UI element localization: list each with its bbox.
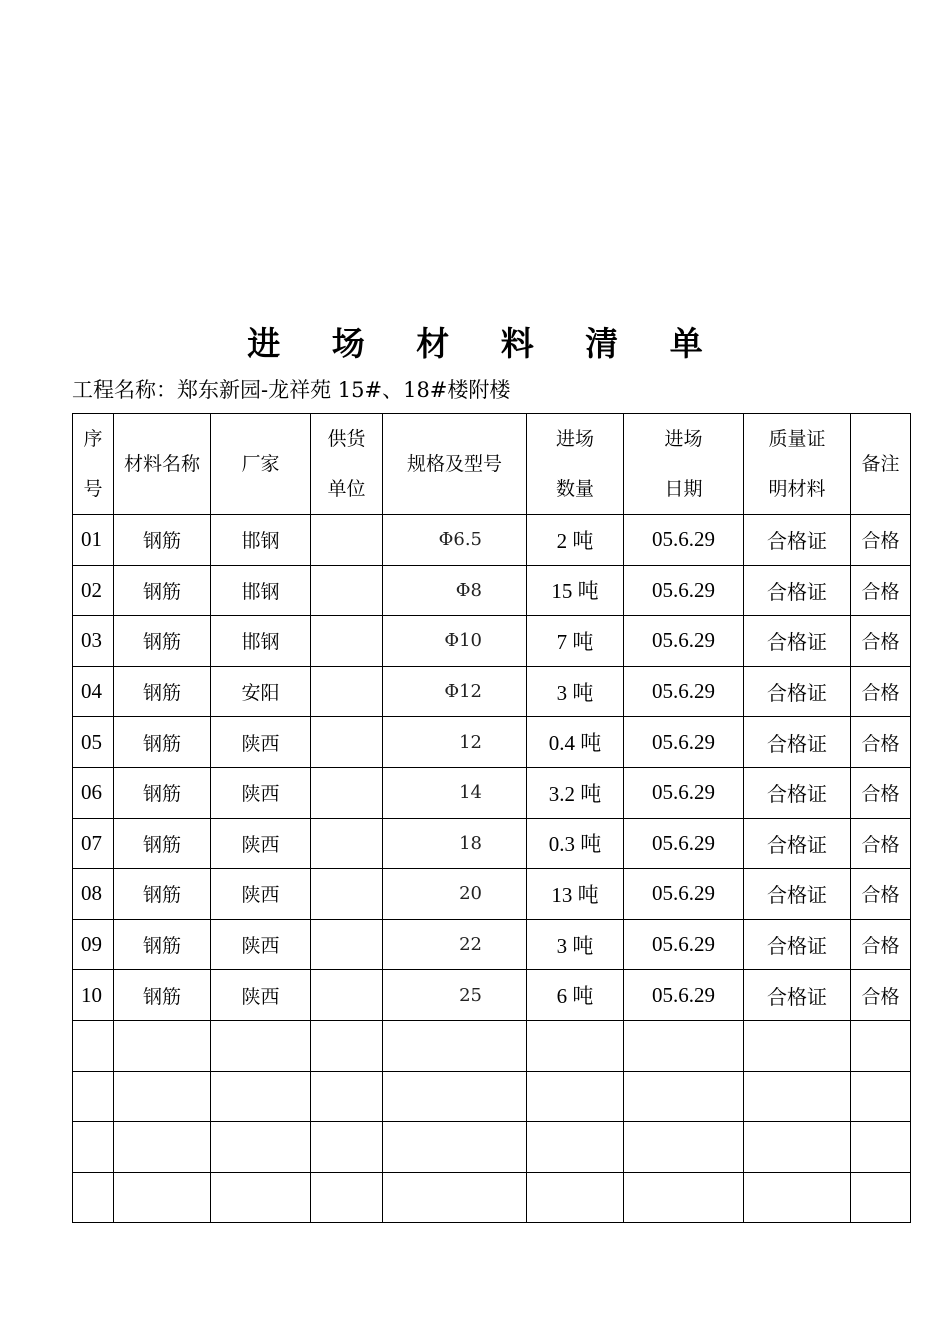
entry-date-cell: 05.6.29 (624, 818, 744, 869)
manufacturer-cell (211, 1071, 311, 1122)
row-number-cell (73, 1172, 114, 1223)
row-number-cell: 05 (73, 717, 114, 768)
quality-cert-cell: 合格证 (744, 515, 851, 566)
row-number-cell (73, 1122, 114, 1173)
quality-cert-cell (744, 1172, 851, 1223)
col-header-no: 序 号 (73, 414, 114, 515)
manufacturer-cell: 邯钢 (211, 616, 311, 667)
table-header-row (73, 414, 911, 515)
row-number-cell: 08 (73, 869, 114, 920)
row-number-cell: 10 (73, 970, 114, 1021)
remark-cell: 合格 (851, 970, 911, 1021)
project-name-line: 工程名称：郑东新园-龙祥苑 15#、18#楼附楼 (72, 378, 511, 402)
quality-cert-cell: 合格证 (744, 919, 851, 970)
quality-cert-cell: 合格证 (744, 717, 851, 768)
entry-date-cell: 05.6.29 (624, 919, 744, 970)
remark-cell: 合格 (851, 818, 911, 869)
material-name-cell: 钢筋 (114, 818, 211, 869)
supplier-cell (311, 869, 383, 920)
quality-cert-cell: 合格证 (744, 767, 851, 818)
quantity-cell (527, 1020, 624, 1071)
table-row (73, 1122, 911, 1173)
table-row (73, 767, 911, 818)
quantity-cell (527, 1122, 624, 1173)
spec-model-cell: 20 (383, 869, 527, 920)
remark-cell: 合格 (851, 565, 911, 616)
spec-model-cell: Φ8 (383, 565, 527, 616)
col-header-spec: 规格及型号 (383, 414, 527, 515)
quantity-cell (527, 1071, 624, 1122)
manufacturer-cell (211, 1122, 311, 1173)
row-number-cell: 06 (73, 767, 114, 818)
quality-cert-cell (744, 1020, 851, 1071)
table-row (73, 1172, 911, 1223)
spec-model-cell (383, 1172, 527, 1223)
material-name-cell: 钢筋 (114, 970, 211, 1021)
manufacturer-cell: 陕西 (211, 869, 311, 920)
quantity-cell: 0.3 吨 (527, 818, 624, 869)
col-header-date: 进场 日期 (624, 414, 744, 515)
quality-cert-cell: 合格证 (744, 818, 851, 869)
supplier-cell (311, 1020, 383, 1071)
col-header-supplier: 供货 单位 (311, 414, 383, 515)
manufacturer-cell: 安阳 (211, 666, 311, 717)
material-name-cell (114, 1172, 211, 1223)
spec-model-cell: Φ10 (383, 616, 527, 667)
manufacturer-cell: 陕西 (211, 717, 311, 768)
entry-date-cell: 05.6.29 (624, 565, 744, 616)
manufacturer-cell (211, 1172, 311, 1223)
col-header-note: 备注 (851, 414, 911, 515)
table-row (73, 1020, 911, 1071)
quality-cert-cell: 合格证 (744, 869, 851, 920)
row-number-cell: 09 (73, 919, 114, 970)
remark-cell (851, 1071, 911, 1122)
manufacturer-cell: 陕西 (211, 818, 311, 869)
material-name-cell (114, 1020, 211, 1071)
quality-cert-cell: 合格证 (744, 616, 851, 667)
material-name-cell: 钢筋 (114, 717, 211, 768)
supplier-cell (311, 1071, 383, 1122)
manufacturer-cell: 邯钢 (211, 565, 311, 616)
spec-model-cell: 22 (383, 919, 527, 970)
quantity-cell: 2 吨 (527, 515, 624, 566)
entry-date-cell: 05.6.29 (624, 666, 744, 717)
quantity-cell: 7 吨 (527, 616, 624, 667)
supplier-cell (311, 818, 383, 869)
remark-cell: 合格 (851, 919, 911, 970)
remark-cell: 合格 (851, 717, 911, 768)
col-header-qty: 进场 数量 (527, 414, 624, 515)
entry-date-cell (624, 1020, 744, 1071)
row-number-cell: 01 (73, 515, 114, 566)
entry-date-cell: 05.6.29 (624, 869, 744, 920)
spec-model-cell: 18 (383, 818, 527, 869)
spec-model-cell (383, 1020, 527, 1071)
table-row (73, 818, 911, 869)
remark-cell: 合格 (851, 666, 911, 717)
spec-model-cell: Φ12 (383, 666, 527, 717)
remark-cell (851, 1122, 911, 1173)
spec-model-cell (383, 1122, 527, 1173)
materials-table (72, 413, 911, 1223)
material-name-cell: 钢筋 (114, 616, 211, 667)
material-name-cell: 钢筋 (114, 666, 211, 717)
manufacturer-cell: 陕西 (211, 767, 311, 818)
table-row (73, 565, 911, 616)
material-name-cell: 钢筋 (114, 869, 211, 920)
material-name-cell (114, 1071, 211, 1122)
entry-date-cell: 05.6.29 (624, 616, 744, 667)
spec-model-cell: Φ6.5 (383, 515, 527, 566)
manufacturer-cell: 陕西 (211, 919, 311, 970)
supplier-cell (311, 565, 383, 616)
table-row (73, 919, 911, 970)
table-row (73, 970, 911, 1021)
entry-date-cell (624, 1122, 744, 1173)
col-header-cert: 质量证 明材料 (744, 414, 851, 515)
remark-cell (851, 1172, 911, 1223)
table-row (73, 616, 911, 667)
table-row (73, 869, 911, 920)
table-row (73, 515, 911, 566)
row-number-cell: 07 (73, 818, 114, 869)
quality-cert-cell (744, 1071, 851, 1122)
supplier-cell (311, 616, 383, 667)
supplier-cell (311, 515, 383, 566)
table-row (73, 666, 911, 717)
quality-cert-cell (744, 1122, 851, 1173)
row-number-cell: 03 (73, 616, 114, 667)
quality-cert-cell: 合格证 (744, 970, 851, 1021)
quality-cert-cell: 合格证 (744, 666, 851, 717)
entry-date-cell (624, 1071, 744, 1122)
quantity-cell: 0.4 吨 (527, 717, 624, 768)
quantity-cell: 3 吨 (527, 666, 624, 717)
col-header-maker: 厂家 (211, 414, 311, 515)
quality-cert-cell: 合格证 (744, 565, 851, 616)
quantity-cell: 13 吨 (527, 869, 624, 920)
supplier-cell (311, 1172, 383, 1223)
spec-model-cell: 25 (383, 970, 527, 1021)
quantity-cell: 3.2 吨 (527, 767, 624, 818)
supplier-cell (311, 666, 383, 717)
material-name-cell: 钢筋 (114, 919, 211, 970)
table-row (73, 717, 911, 768)
quantity-cell: 6 吨 (527, 970, 624, 1021)
entry-date-cell: 05.6.29 (624, 767, 744, 818)
remark-cell: 合格 (851, 515, 911, 566)
spec-model-cell: 12 (383, 717, 527, 768)
remark-cell: 合格 (851, 616, 911, 667)
material-name-cell: 钢筋 (114, 767, 211, 818)
supplier-cell (311, 1122, 383, 1173)
entry-date-cell: 05.6.29 (624, 515, 744, 566)
quantity-cell: 15 吨 (527, 565, 624, 616)
remark-cell: 合格 (851, 767, 911, 818)
row-number-cell (73, 1071, 114, 1122)
entry-date-cell (624, 1172, 744, 1223)
remark-cell (851, 1020, 911, 1071)
material-name-cell: 钢筋 (114, 515, 211, 566)
col-header-material: 材料名称 (114, 414, 211, 515)
supplier-cell (311, 767, 383, 818)
spec-model-cell (383, 1071, 527, 1122)
entry-date-cell: 05.6.29 (624, 717, 744, 768)
supplier-cell (311, 919, 383, 970)
manufacturer-cell (211, 1020, 311, 1071)
material-name-cell: 钢筋 (114, 565, 211, 616)
row-number-cell: 02 (73, 565, 114, 616)
entry-date-cell: 05.6.29 (624, 970, 744, 1021)
quantity-cell: 3 吨 (527, 919, 624, 970)
row-number-cell: 04 (73, 666, 114, 717)
supplier-cell (311, 717, 383, 768)
table-row (73, 1071, 911, 1122)
manufacturer-cell: 陕西 (211, 970, 311, 1021)
supplier-cell (311, 970, 383, 1021)
material-name-cell (114, 1122, 211, 1173)
remark-cell: 合格 (851, 869, 911, 920)
manufacturer-cell: 邯钢 (211, 515, 311, 566)
spec-model-cell: 14 (383, 767, 527, 818)
row-number-cell (73, 1020, 114, 1071)
document-title: 进 场 材 料 清 单 (247, 324, 723, 363)
quantity-cell (527, 1172, 624, 1223)
